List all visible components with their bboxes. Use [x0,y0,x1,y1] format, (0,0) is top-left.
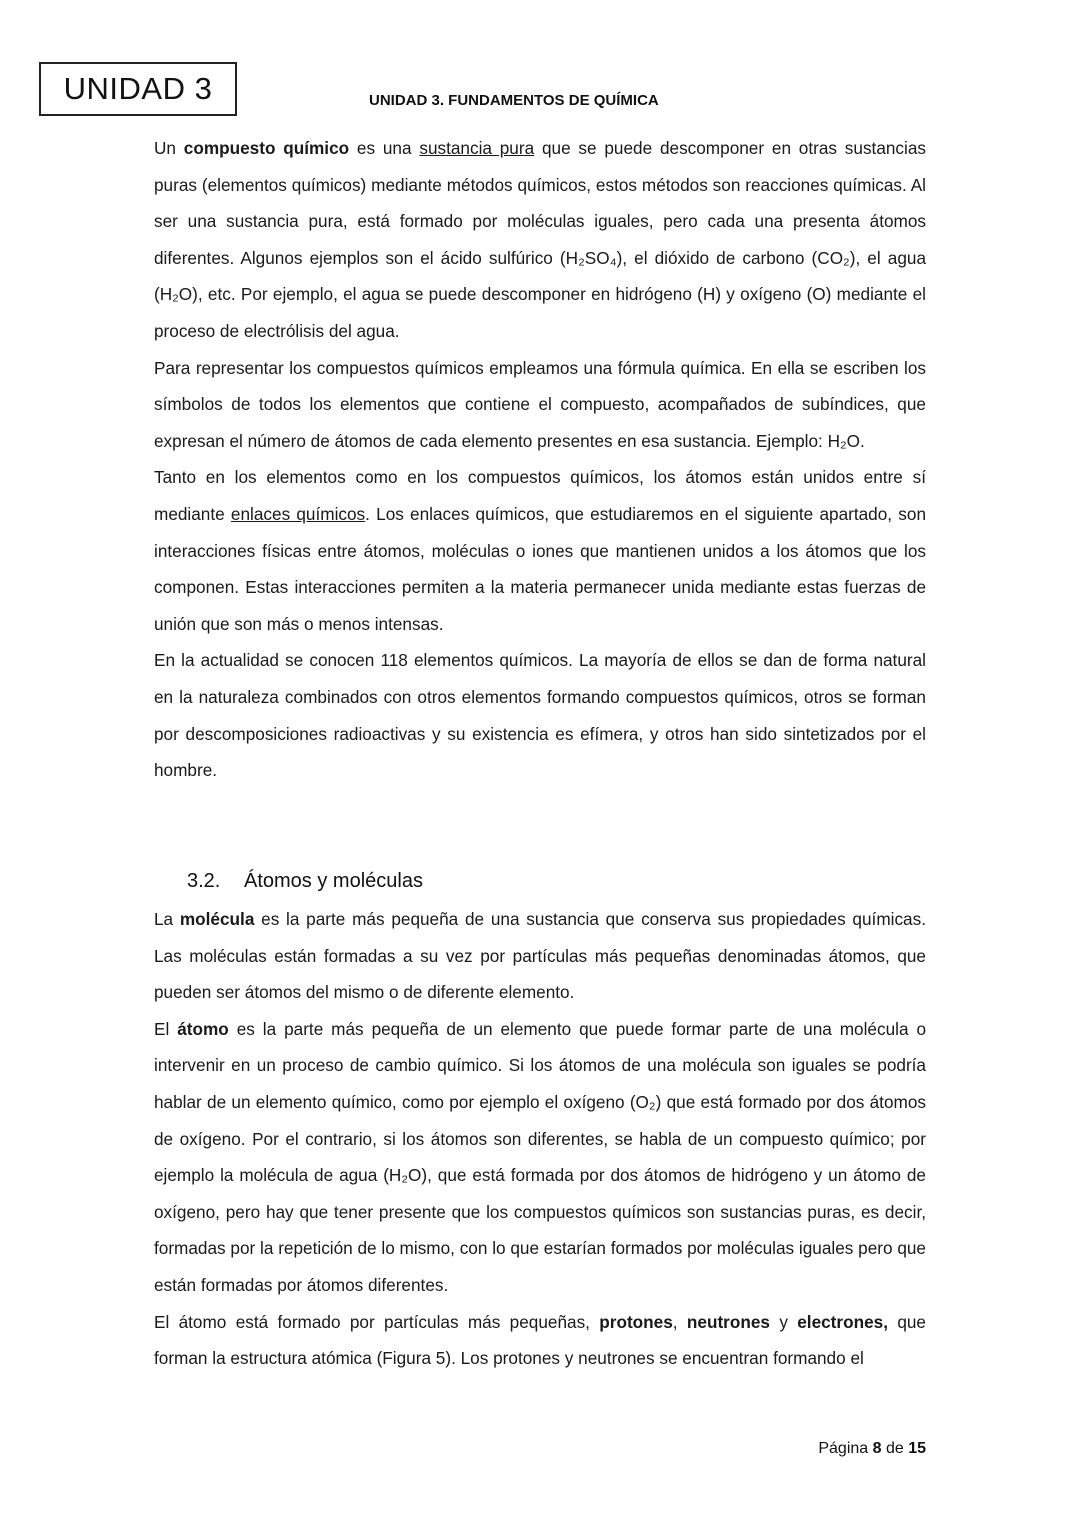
term-enlaces-quimicos: enlaces químicos [230,503,366,524]
section-heading [187,864,423,898]
unit-label: UNIDAD 3 [63,71,213,106]
current-page: 8 [872,1440,882,1457]
term-protones: protones [599,1311,673,1332]
section-title: Átomos y moléculas [244,870,423,892]
paragraph-enlaces: Tanto en los elementos como en los compuestos químicos, los átomos están unidos entre sí mediante enlaces químicos. Los enlaces químicos, que estudiaremos en el siguiente apartado, son interacciones físicas entre átomos, moléculas o iones que mantienen unidos a los átomos que los componen. Estas interacciones permiten a la materia permanecer unida mediante estas fuerzas de unión que son más o menos intensas. [154,467,926,634]
body-text-bottom [154,901,926,1377]
term-electrones: electrones, [797,1311,888,1332]
total-pages: 15 [908,1440,926,1457]
paragraph-compuesto-quimico: Un compuesto químico es una sustancia pura que se puede descomponer en otras sustancias puras (elementos químicos) mediante métodos químicos, estos métodos son reacciones químicas. Al ser una sustancia pura, está formado por moléculas iguales, pero cada una presenta átomos diferentes. Algunos ejemplos son el ácido sulfúrico (H₂SO₄), el dióxido de carbono (CO₂), el agua (H₂O), etc. Por ejemplo, el agua se puede descomponer en hidrógeno (H) y oxígeno (O) mediante el proceso de electrólisis del agua. [154,138,926,341]
section-number: 3.2. [187,870,221,892]
term-neutrones: neutrones [686,1311,770,1332]
body-text-top [154,130,926,789]
paragraph-molecula: La molécula es la parte más pequeña de una sustancia que conserva sus propiedades químicas. Las moléculas están formadas a su vez por partículas más pequeñas denominadas átomos, que pueden ser átomos del mismo o de diferente elemento. [154,909,926,1003]
paragraph-formula-quimica: Para representar los compuestos químicos empleamos una fórmula química. En ella se escriben los símbolos de todos los elementos que contiene el compuesto, acompañados de subíndices, que expresan el número de átomos de cada elemento presentes en esa sustancia. Ejemplo: H₂O. [154,357,926,451]
unit-label-box [39,62,237,116]
paragraph-118-elementos: En la actualidad se conocen 118 elementos químicos. La mayoría de ellos se dan de forma natural en la naturaleza combinados con otros elementos formando compuestos químicos, otros se forman por descomposiciones radioactivas y su existencia es efímera, y otros han sido sintetizados por el hombre. [154,650,926,781]
paragraph-particulas: El átomo está formado por partículas más pequeñas, protones, neutrones y electrones, que forman la estructura atómica (Figura 5). Los protones y neutrones se encuentran formando el [154,1311,926,1369]
term-sustancia-pura: sustancia pura [419,138,535,158]
document-header-title: UNIDAD 3. FUNDAMENTOS DE QUÍMICA [369,92,659,109]
page-number: Página 8 de 15 [818,1440,926,1457]
term-compuesto-quimico: compuesto químico [183,138,350,158]
paragraph-atomo: El átomo es la parte más pequeña de un elemento que puede formar parte de una molécula o intervenir en un proceso de cambio químico. Si los átomos de una molécula son iguales se podría hablar de un elemento químico, como por ejemplo el oxígeno (O₂) que está formado por dos átomos de oxígeno. Por el contrario, si los átomos son diferentes, se habla de un compuesto químico; por ejemplo la molécula de agua (H₂O), que está formada por dos átomos de hidrógeno y un átomo de oxígeno, pero hay que tener presente que los compuestos químicos son sustancias puras, es decir, formadas por la repetición de lo mismo, con lo que estarían formados por moléculas iguales pero que están formadas por átomos diferentes. [154,1018,927,1295]
term-molecula: molécula [179,909,255,929]
term-atomo: átomo [177,1018,229,1039]
